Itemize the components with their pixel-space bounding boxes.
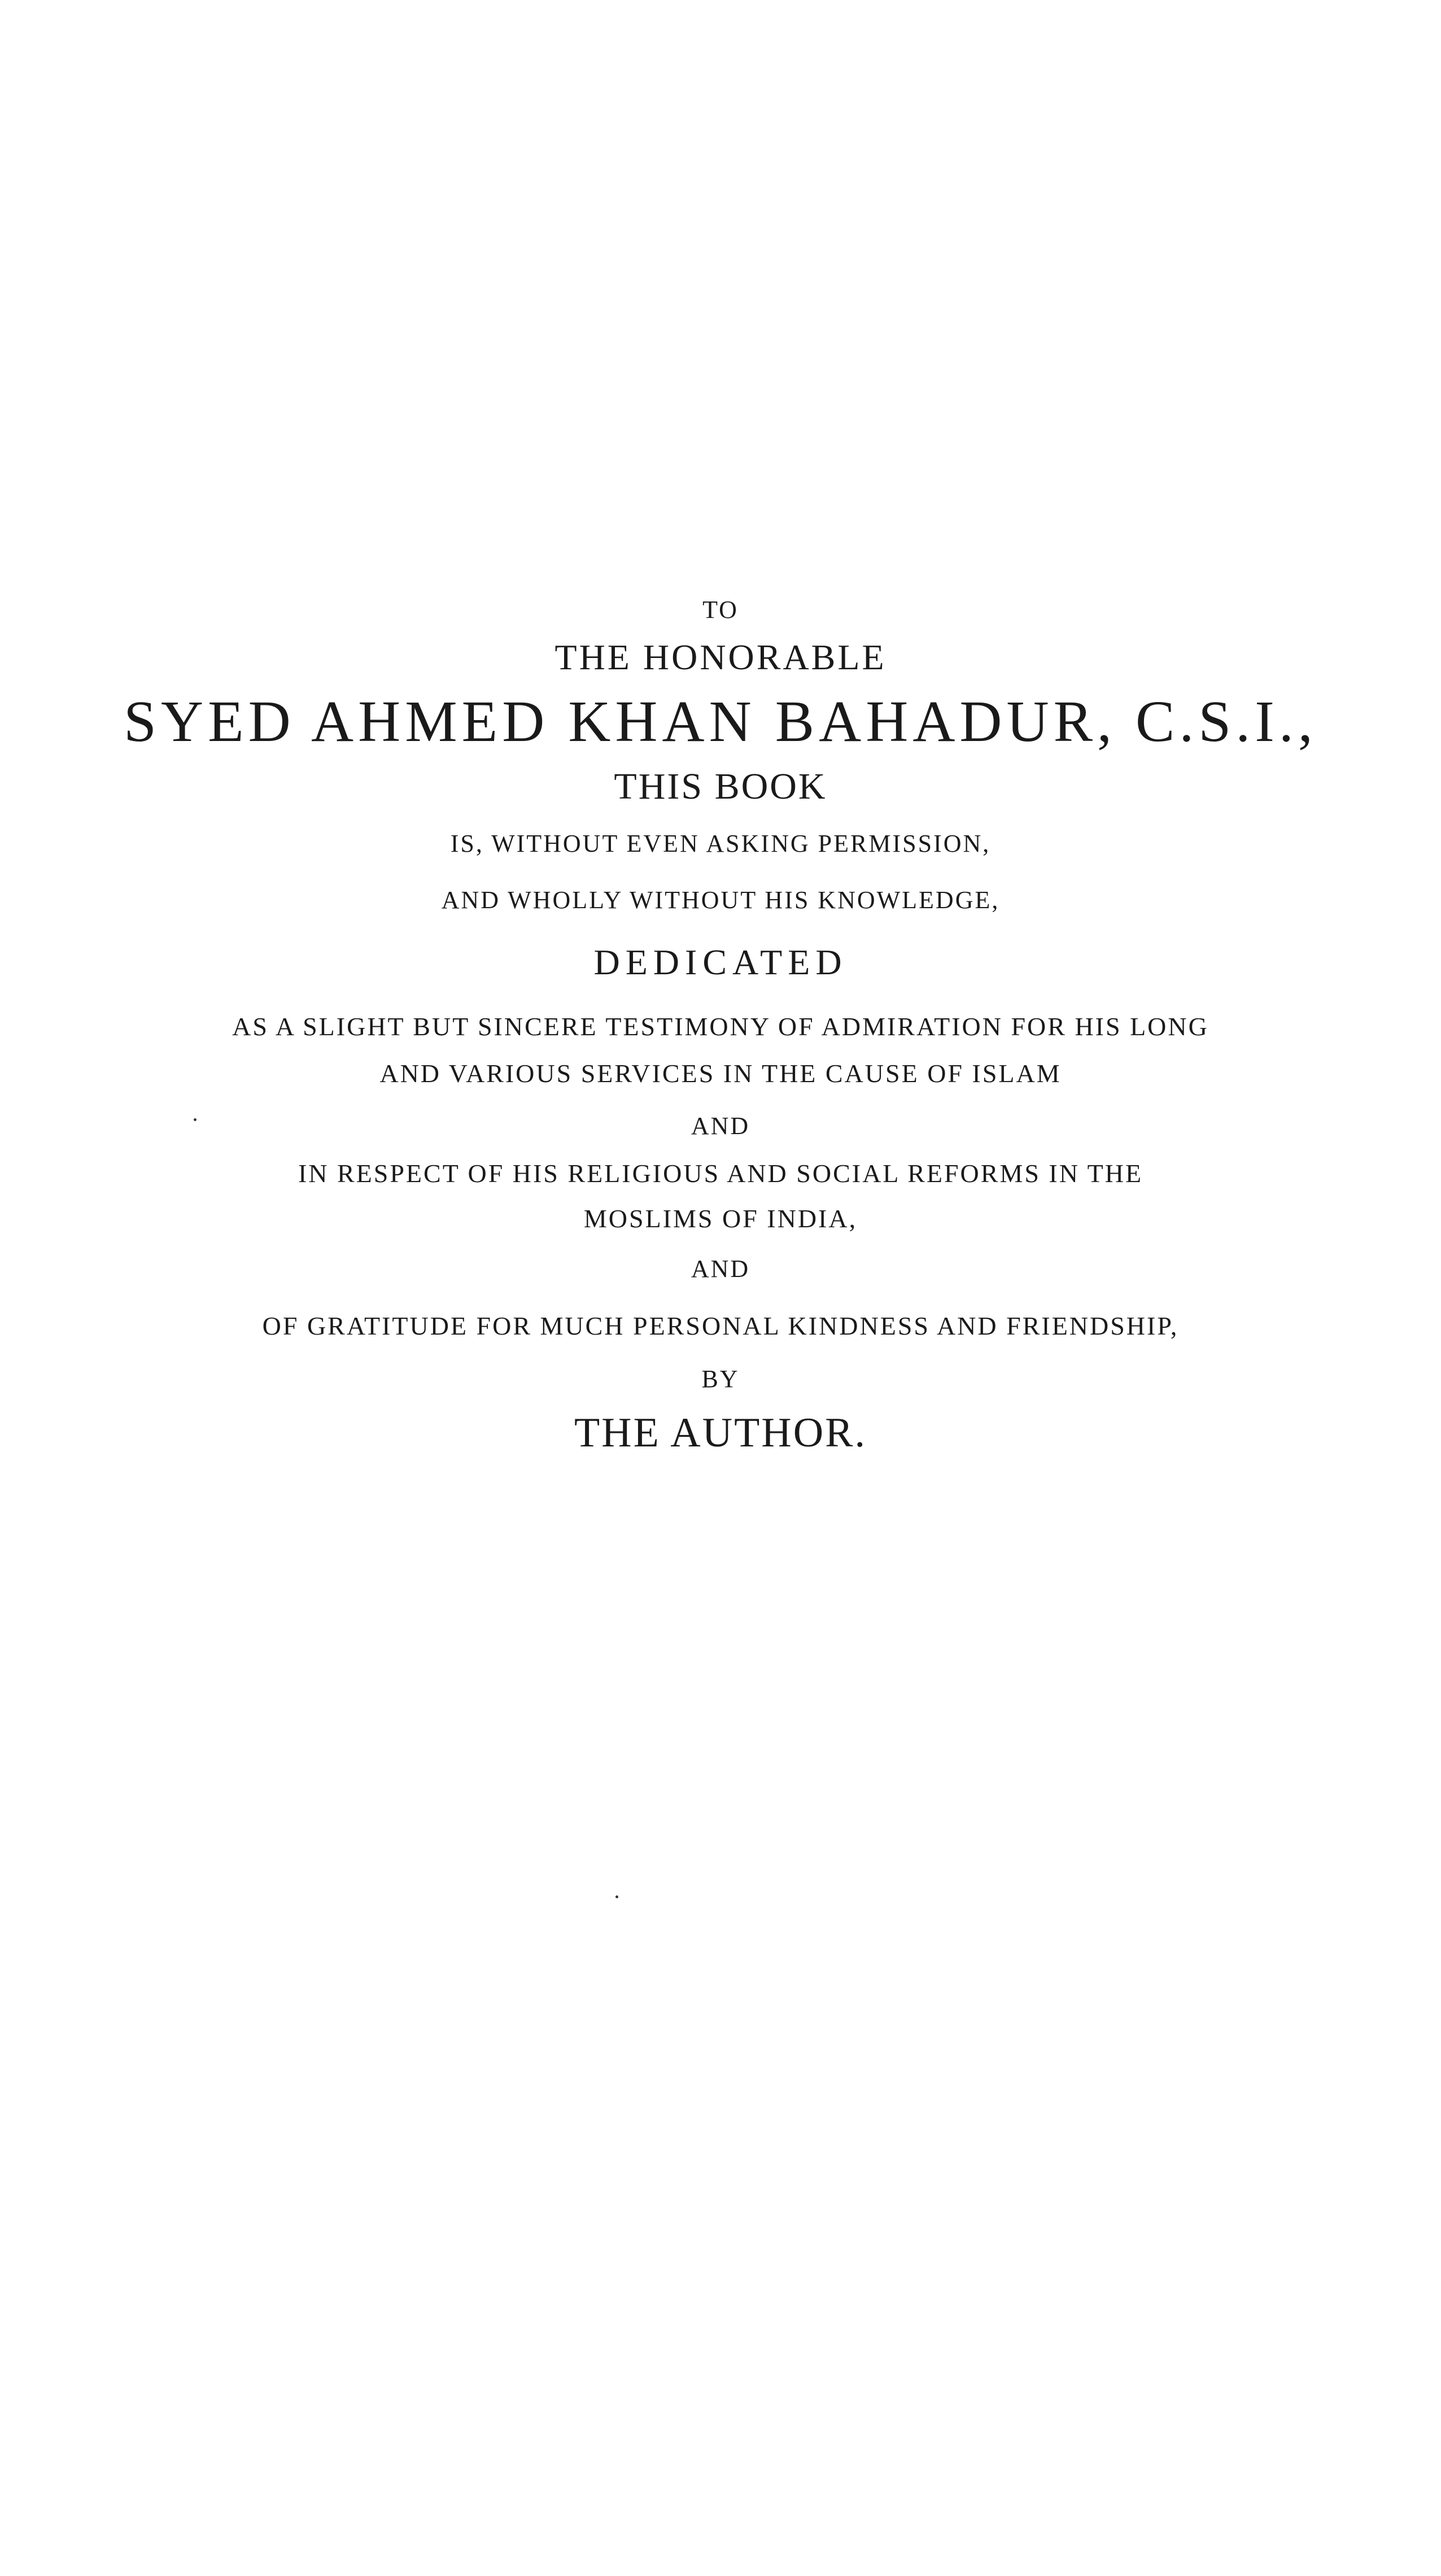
- respect-line-2: MOSLIMS OF INDIA,: [583, 1204, 858, 1233]
- this-book-line: THIS BOOK: [614, 766, 827, 807]
- by-line: BY: [701, 1365, 740, 1393]
- testimony-line-2: AND VARIOUS SERVICES IN THE CAUSE OF ISLAM: [379, 1059, 1062, 1088]
- dedication-honorable: THE HONORABLE: [554, 637, 887, 677]
- dedication-to: TO: [702, 596, 739, 624]
- without-permission-line: IS, WITHOUT EVEN ASKING PERMISSION,: [450, 830, 991, 857]
- dedicated-heading: DEDICATED: [593, 942, 848, 982]
- without-knowledge-line: AND WHOLLY WITHOUT HIS KNOWLEDGE,: [441, 886, 1000, 914]
- conjunction-and-2: AND: [691, 1255, 750, 1283]
- conjunction-and-1: AND: [691, 1112, 750, 1140]
- gratitude-line: OF GRATITUDE FOR MUCH PERSONAL KINDNESS AND FRIENDSHIP,: [262, 1311, 1179, 1340]
- author-signature: THE AUTHOR.: [574, 1410, 867, 1456]
- print-speck: [194, 1118, 197, 1121]
- print-speck: [615, 1895, 618, 1898]
- dedicatee-name: SYED AHMED KHAN BAHADUR, C.S.I.,: [124, 689, 1317, 754]
- respect-line-1: IN RESPECT OF HIS RELIGIOUS AND SOCIAL REFORMS IN THE: [298, 1159, 1143, 1188]
- testimony-line-1: AS A SLIGHT BUT SINCERE TESTIMONY OF ADMIRATION FOR HIS LONG: [232, 1012, 1209, 1041]
